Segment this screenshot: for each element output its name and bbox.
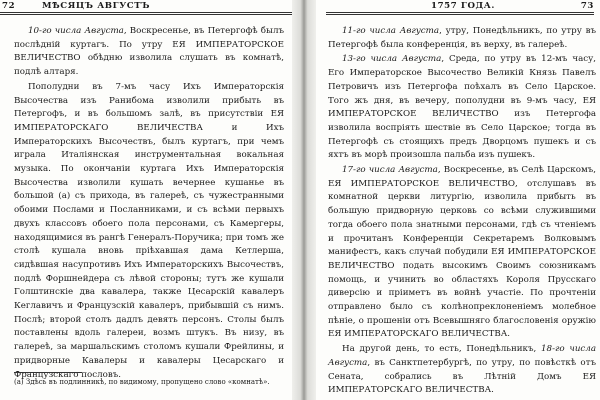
paragraph — [328, 25, 596, 52]
left-running-head — [0, 0, 292, 12]
paragraph-text: , Среда, по утру въ 12-мъ часу, Его Императорское Высочество Великій Князь Павелъ Петровичъ изъ Петергофа поѣхалъ въ Село Царское. Того жъ дня, въ вечеру, пополудни въ 9-мъ часу, ЕЯ ИМПЕРАТОРСКОЕ ВЕЛИЧЕСТВО изъ Петергофа изволила воспріять шествіе въ Село Царское; тогда въ Петергофѣ съ стоящихъ предъ Дворцомъ пушекъ и съ яхтъ въ морѣ произошла пальба изъ пушекъ. — [328, 54, 596, 161]
paragraph — [14, 81, 284, 382]
footnote: (a) Здѣсь въ подлинникѣ, по видимому, пропущено слово «комнатѣ». — [14, 378, 270, 386]
left-page-number: 72 — [2, 1, 16, 11]
book-gutter — [292, 0, 316, 400]
right-header-rule — [326, 12, 594, 15]
date-heading: 18-го числа Августа — [328, 344, 596, 368]
right-running-title: 1757 ГОДА. — [431, 1, 495, 11]
date-heading: 11-го числа Августа — [342, 26, 440, 36]
paragraph — [328, 164, 596, 342]
right-running-head — [316, 0, 600, 12]
paragraph-text: Пополудни въ 7-мъ часу Ихъ Императорскія Высочества изъ Ранибома изволили прибыть въ Петергофъ, и въ большомъ залѣ, въ присутствіи ЕЯ ИМПЕРАТОРСКАГО ВЕЛИЧЕСТВА и Ихъ Императорскихъ Высочествъ, былъ куртагъ, при чемъ играла Италіянская инструментальная вокальная музыка. По окончаніи куртага Ихъ Императорскія Высочества изволили кушать вечернее кушанье въ большой (a) съ прихода, въ галереѣ, съ чужестранными обоими Послами и Посланниками, и съ всѣми первыхъ двухъ классовъ обоего пола персонами, съ Камергеры, находящимися въ рангѣ Генералъ-Поручика; при томъ же столѣ кушала вновь пріѣхавшая дама Кетлерша, сидѣвшая насупротивъ Ихъ Императорскихъ Высочествъ, подлѣ Форшнейдера съ лѣвой стороны; тутъ же кушали Голштинскіе два кавалера, также Цесарскій кавалеръ Кеглавичъ и Французскій кавалеръ, прибывшій съ нимъ. Послѣ; второй столъ дадлъ девять персонъ. Столы былъ поставлены вдоль галереи, возмъ штукъ. Въ низу, въ галереѣ, за маршальскимъ столомъ кушали Фрейлины, и придворные Кавалеры и кавалеры Цесарскаго и Французскаго пословъ. — [14, 81, 284, 380]
right-page — [316, 0, 600, 400]
date-heading: 10-го числа Августа — [28, 26, 124, 36]
paragraph-text: , Воскресенье, въ Петергофѣ былъ послѣдній куртагъ. По утру ЕЯ ИМПЕРАТОРСКОЕ ВЕЛИЧЕСТВО обѣдню изволила слушать въ комнатѣ, подлѣ алтаря. — [14, 26, 284, 78]
date-heading: 17-го числа Августа — [342, 165, 438, 176]
paragraph-text: , Воскресенье, въ Селѣ Царскомъ, ЕЯ ИМПЕРАТОРСКОЕ ВЕЛИЧЕСТВО, отслушавъ въ комнатной церкви литургію, изволила прибыть въ большую придворную церковь со всѣми служившими тогда обоего пола знатными персонами, гдѣ съ чтеніемъ и прочитанъ Конференціи Секретаремъ Волковымъ манифестъ, какъ случай побудили ЕЯ ИМПЕРАТОРСКОЕ ВЕЛИЧЕСТВО подать высокимъ Своимъ союзникамъ помощь, и учинить во областяхъ Короля Прусскаго диверсію и пріиметъ въ войнѣ участіе. По прочтеніи отправлено было съ колѣнопреклоненіемъ молебное пѣніе, о прошеніи отъ Всевышняго благословенія оружію ЕЯ ИМПЕРАТОРСКАГО ВЕЛИЧЕСТВА. — [328, 165, 597, 340]
paragraph-text: , утру, Понедѣльникъ, по утру въ Петергофѣ была конференція, въ верху, въ галереѣ. — [328, 26, 596, 50]
paragraph-text: На другой день, то есть, Понедѣльникъ, — [342, 344, 542, 355]
left-page — [0, 0, 292, 400]
right-text-column — [328, 25, 596, 399]
left-header-rule — [0, 12, 292, 15]
paragraph — [14, 25, 284, 80]
left-running-title: МѢСЯЦЪ АВГУСТЪ — [42, 1, 151, 11]
paragraph — [328, 343, 596, 398]
date-heading: 13-го числа Августа — [342, 54, 442, 65]
footnote-rule — [14, 372, 82, 373]
right-page-number: 73 — [580, 1, 594, 11]
paragraph — [328, 53, 596, 163]
paragraph-text: , въ Санктпетербургѣ, по утру, по повѣсткѣ отъ Сената, собрались въ Лѣтній Домъ ЕЯ ИМПЕРАТОРСКАГО ВЕЛИЧЕСТВА. — [328, 357, 596, 396]
left-text-column — [14, 25, 284, 383]
